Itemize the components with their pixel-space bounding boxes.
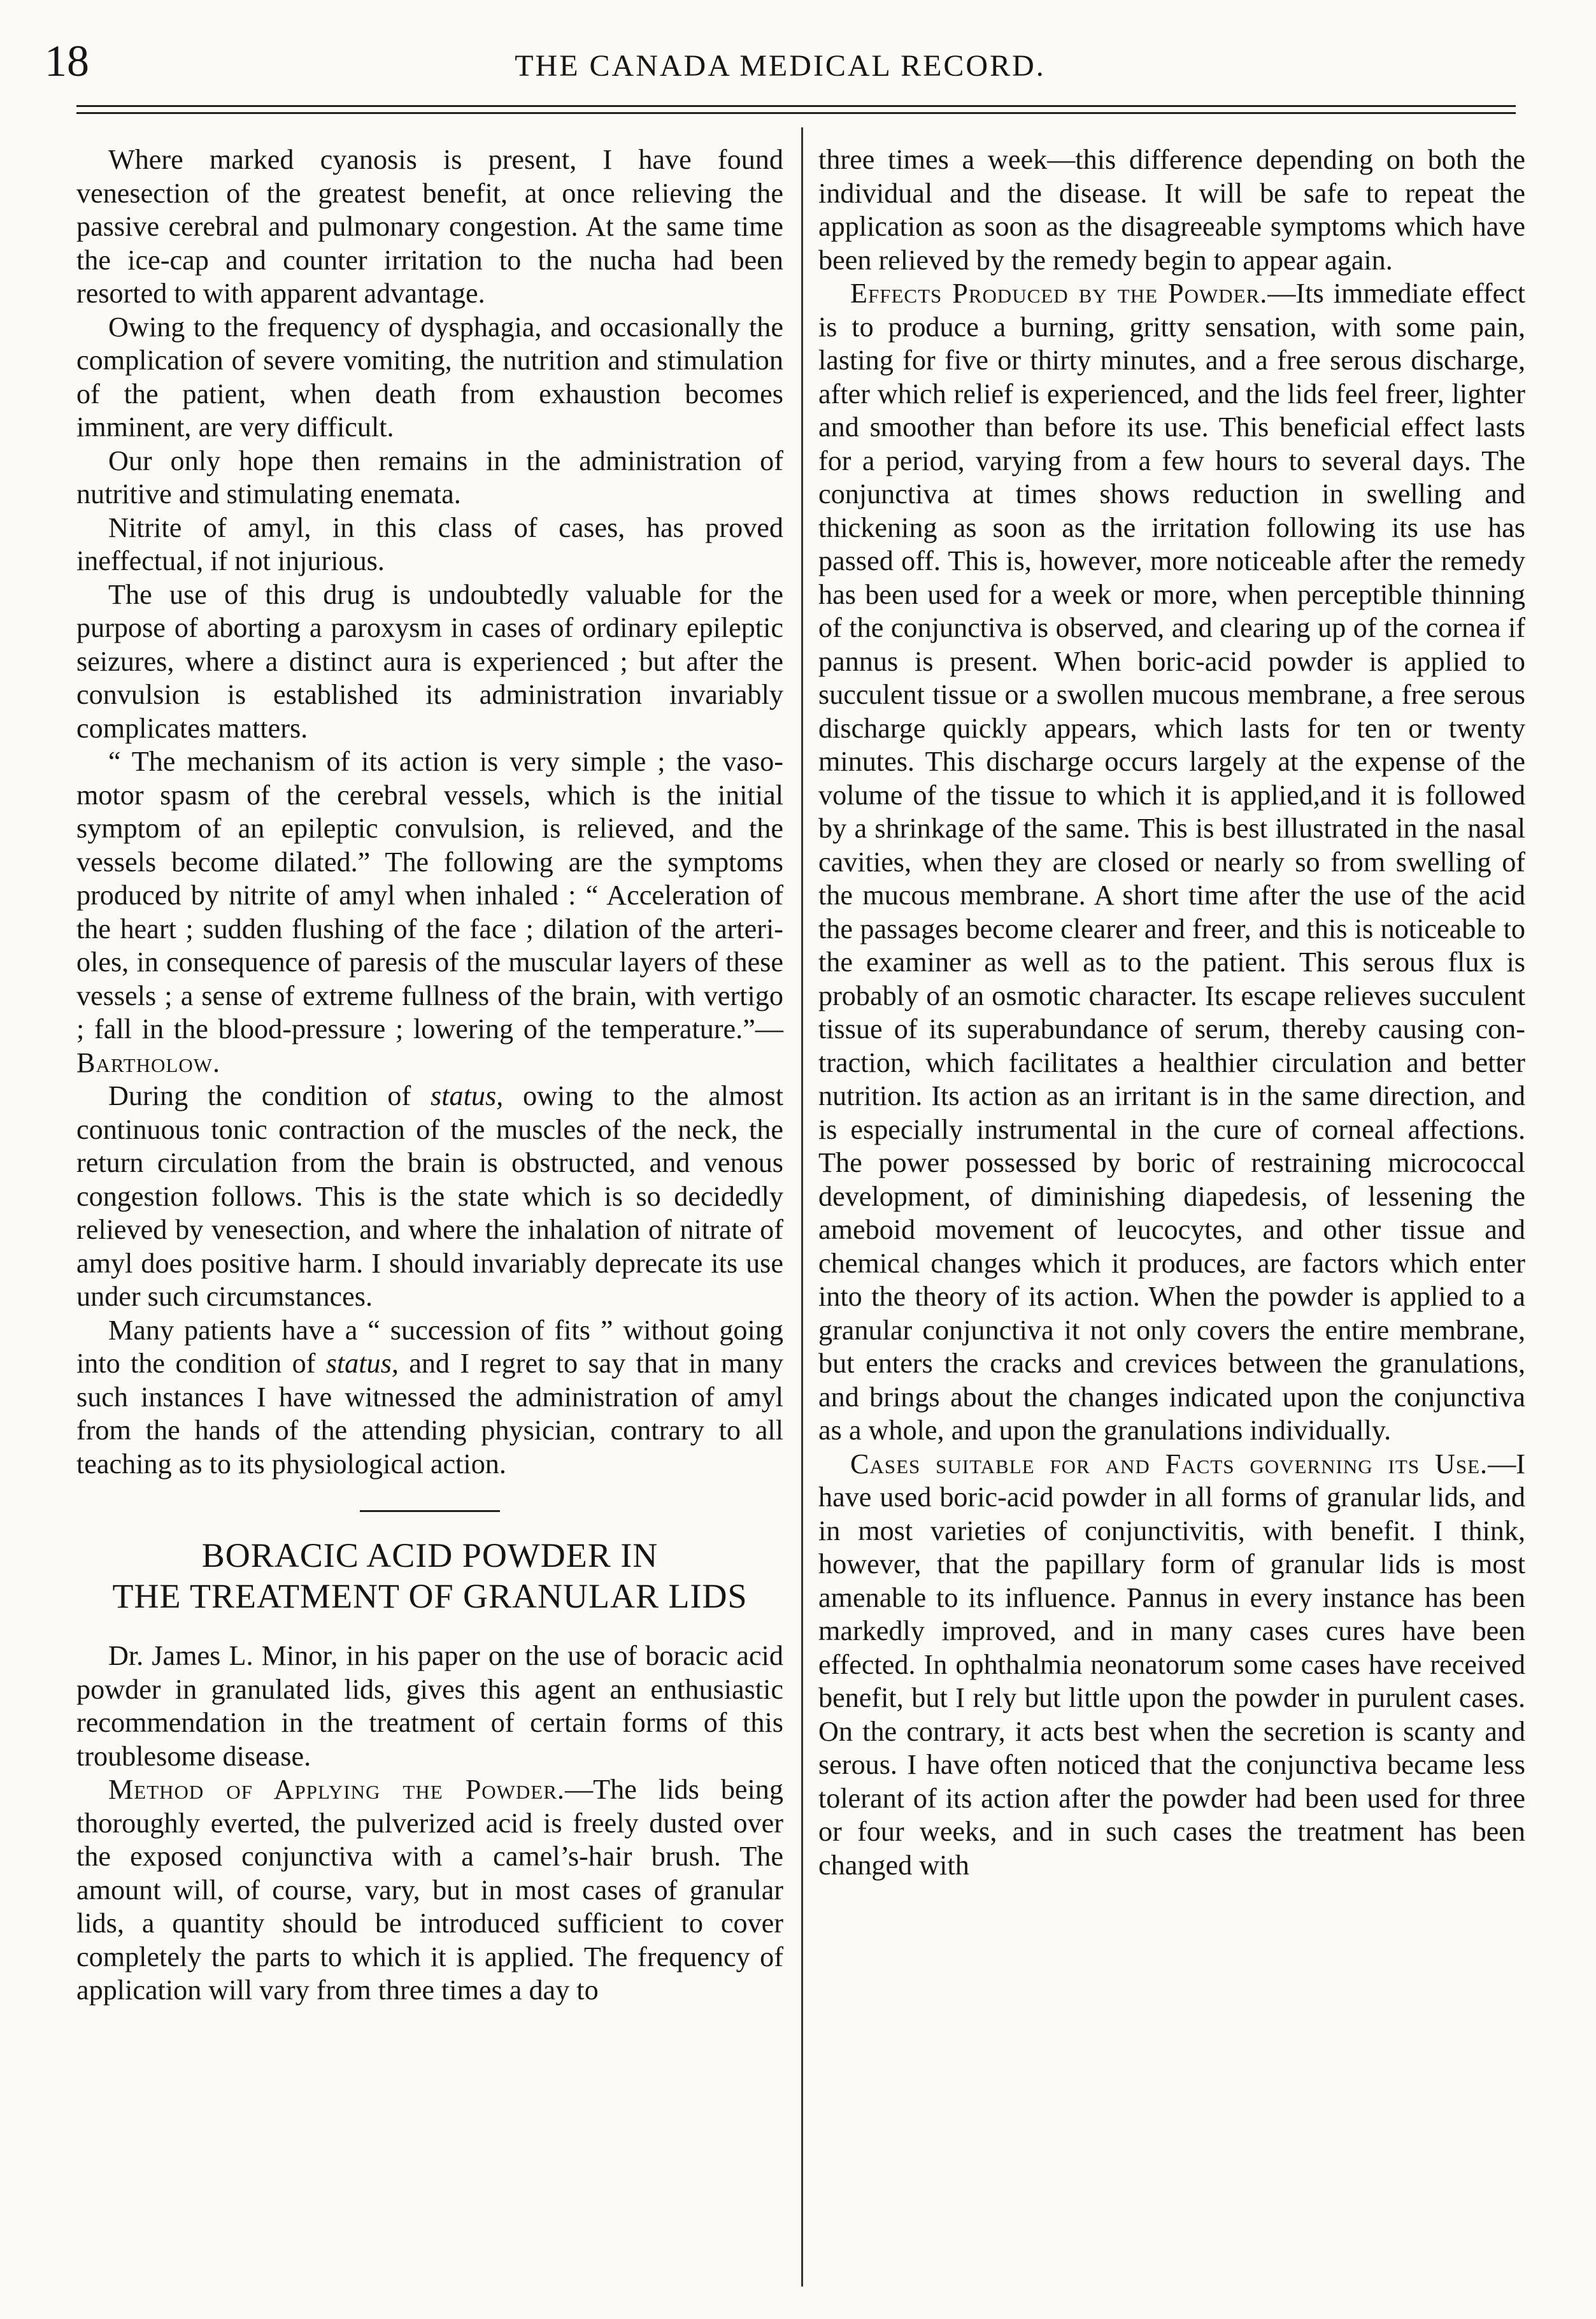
- running-head: THE CANADA MEDICAL RECORD.: [515, 49, 1046, 83]
- text-run: owing to the almost continuous tonic contraction of the muscles of the neck, the return circulation from the brain is obstructed, and venous congestion follows. This is the state which is so decidedly relieved by venesection, and where the inhalation of nitrate of amyl does positive harm. I should invariably deprecate its use under such circumstances.: [76, 1080, 783, 1312]
- quotation-text: “ The mechanism of its action is very simple ; the vaso-motor spasm of the cerebral vessels, which is the initial symptom of an epileptic convulsion, is relieved, and the vessels become dilated.” The following are the symptoms produced by nitrite of amyl when inhaled : “ Acceleration of the heart ; sudden flushing of the face ; dilation of the arterioles, in consequence of paresis of the muscular layers of these vessels ; a sense of extreme fullness of the brain, with vertigo ; fall in the blood-pressure ; lowering of the temperature.”—: [76, 746, 783, 1045]
- paragraph: Our only hope then remains in the administration of nutritive and stimulating enemata.: [76, 445, 783, 510]
- section-heading: Cases suitable for and Facts governing its Use.: [850, 1448, 1488, 1480]
- article-intro: Dr. James L. Minor, in his paper on the use of boracic acid powder in granulated lids, gives this agent an enthusiastic recommendation in the treatment of certain forms of this troublesome disease.: [76, 1640, 783, 1772]
- section-cases: [818, 1448, 1525, 1883]
- text-run: Many patients have a “ succession of fits ” without going into the condition of: [76, 1314, 783, 1379]
- header-rule-bottom: [76, 112, 1516, 114]
- article-title-line-1: BORACIC ACID POWDER IN: [201, 1536, 659, 1574]
- page-number: 18: [45, 37, 89, 86]
- left-column: [76, 143, 783, 2008]
- section-body: —The lids being thoroughly everted, the pulverized acid is freely dusted over the exposed conjunctiva with a camel’s-hair brush. The amount will, of course, vary, but in most cases of granular lids, a quantity should be introduced sufficient to cover completely the parts to which it is applied. The frequency of application will vary from three times a day to: [76, 1774, 783, 2006]
- article-separator: [360, 1510, 500, 1512]
- quotation-paragraph: [76, 745, 783, 1080]
- text-run: During the condition of: [108, 1080, 431, 1111]
- italic-term: status,: [325, 1348, 399, 1379]
- section-method: [76, 1773, 783, 2008]
- section-body: —I have used boric-acid powder in all forms of granular lids, and in most varieties of conjunctivitis, with benefit. I think, however, that the papillary form of granular lids is most amenable to its influence. Pannus in every instance has been markedly improved, and in many cases cures have been effected. In ophthalmia neonatorum some cases have received benefit, but I rely but little upon the powder in purulent cases. On the contrary, it acts best when the secretion is scanty and serous. I have often noticed that the conjunctiva became less tolerant of its action after the powder had been used for three or four weeks, and in such cases the treatment has been changed with: [818, 1448, 1525, 1881]
- paragraph: Where marked cyanosis is present, I have found venesection of the greatest benefit, at once relieving the passive cerebral and pulmonary congestion. At the same time the ice-cap and counter irritation to the nucha had been resorted to with apparent advantage.: [76, 144, 783, 309]
- right-column: [818, 143, 1525, 1882]
- paragraph: The use of this drug is undoubtedly valuable for the purpose of aborting a paroxysm in cases of ordinary epileptic seizures, where a distinct aura is experienced ; but after the convulsion is established its administration invariably complicates matters.: [76, 578, 783, 744]
- text-run: and I regret to say that in many such instances I have witnessed the administration of amyl from the hands of the attending physician, contrary to all teaching as to its physiological action.: [76, 1348, 783, 1480]
- section-body: —Its immediate effect is to produce a burning, gritty sensation, with some pain, lasting for five or thirty minutes, and a free serous discharge, after which relief is experienced, and the lids feel freer, lighter and smoother than before its use. This beneficial effect lasts for a period, varying from a few hours to several days. The conjunctiva at times shows reduction in swelling and thickening as soon as the irritation following its use has passed off. This is, however, more noticeable after the remedy has been used for a week or more, when perceptible thinning of the conjunctiva is observed, and clearing up of the cornea if pannus is present. When boric-acid powder is applied to succulent tissue or a swollen mucous membrane, a free serous discharge quickly appears, which lasts for ten or twenty minutes. This discharge occurs largely at the expense of the volume of the tissue to which it is applied,and it is followed by a shrinkage of the same. This is best illustrated in the nasal cavities, when they are closed or nearly so from swelling of the mucous membrane. A short time after the use of the acid the passages become clearer and freer, and this is noticeable to the examiner as well as to the patient. This serous flux is probably of an osmotic character. Its escape relieves succulent tissue of its superabundance of serum, thereby causing contraction, which facilitates a healthier circulation and better nutrition. Its action as an irritant is in the same direction, and is especially instrumental in the cure of corneal affections. The power possessed by boric of restraining micrococcal development, of diminishing diapedesis, of lessening the ameboid movement of leucocytes, and other tissue and chemical changes which it produces, are factors which enter into the theory of its action. When the powder is applied to a granular conjunctiva it not only covers the entire membrane, but enters the cracks and crevices between the granulations, and brings about the changes indicated upon the conjunctiva as a whole, and upon the granulations individually.: [818, 278, 1525, 1446]
- section-heading: Effects Produced by the Powder.: [850, 278, 1268, 309]
- paragraph: [76, 1080, 783, 1314]
- article-title: [76, 1535, 783, 1616]
- paragraph: Nitrite of amyl, in this class of cases, has proved ineffectual, if not injurious.: [76, 511, 783, 576]
- section-effects: [818, 277, 1525, 1448]
- column-divider: [801, 127, 803, 2287]
- page-header: [38, 33, 1522, 97]
- section-heading: Method of Applying the Powder.: [108, 1774, 565, 1805]
- article-title-line-2: THE TREATMENT OF GRANULAR LIDS: [112, 1577, 748, 1615]
- header-rule-top: [76, 105, 1516, 107]
- paragraph: [76, 1314, 783, 1481]
- quotation-author: Bartholow.: [76, 1046, 221, 1078]
- italic-term: status,: [431, 1080, 504, 1111]
- paragraph: Owing to the frequency of dysphagia, and occasionally the complication of severe vomiting, the nutrition and stimulation of the patient, when death from exhaustion becomes imminent, are very difficult.: [76, 311, 783, 443]
- continued-paragraph: three times a week—this difference depending on both the individual and the disease. It will be safe to repeat the application as soon as the disagreeable symptoms which have been relieved by the remedy begin to appear again.: [818, 144, 1525, 276]
